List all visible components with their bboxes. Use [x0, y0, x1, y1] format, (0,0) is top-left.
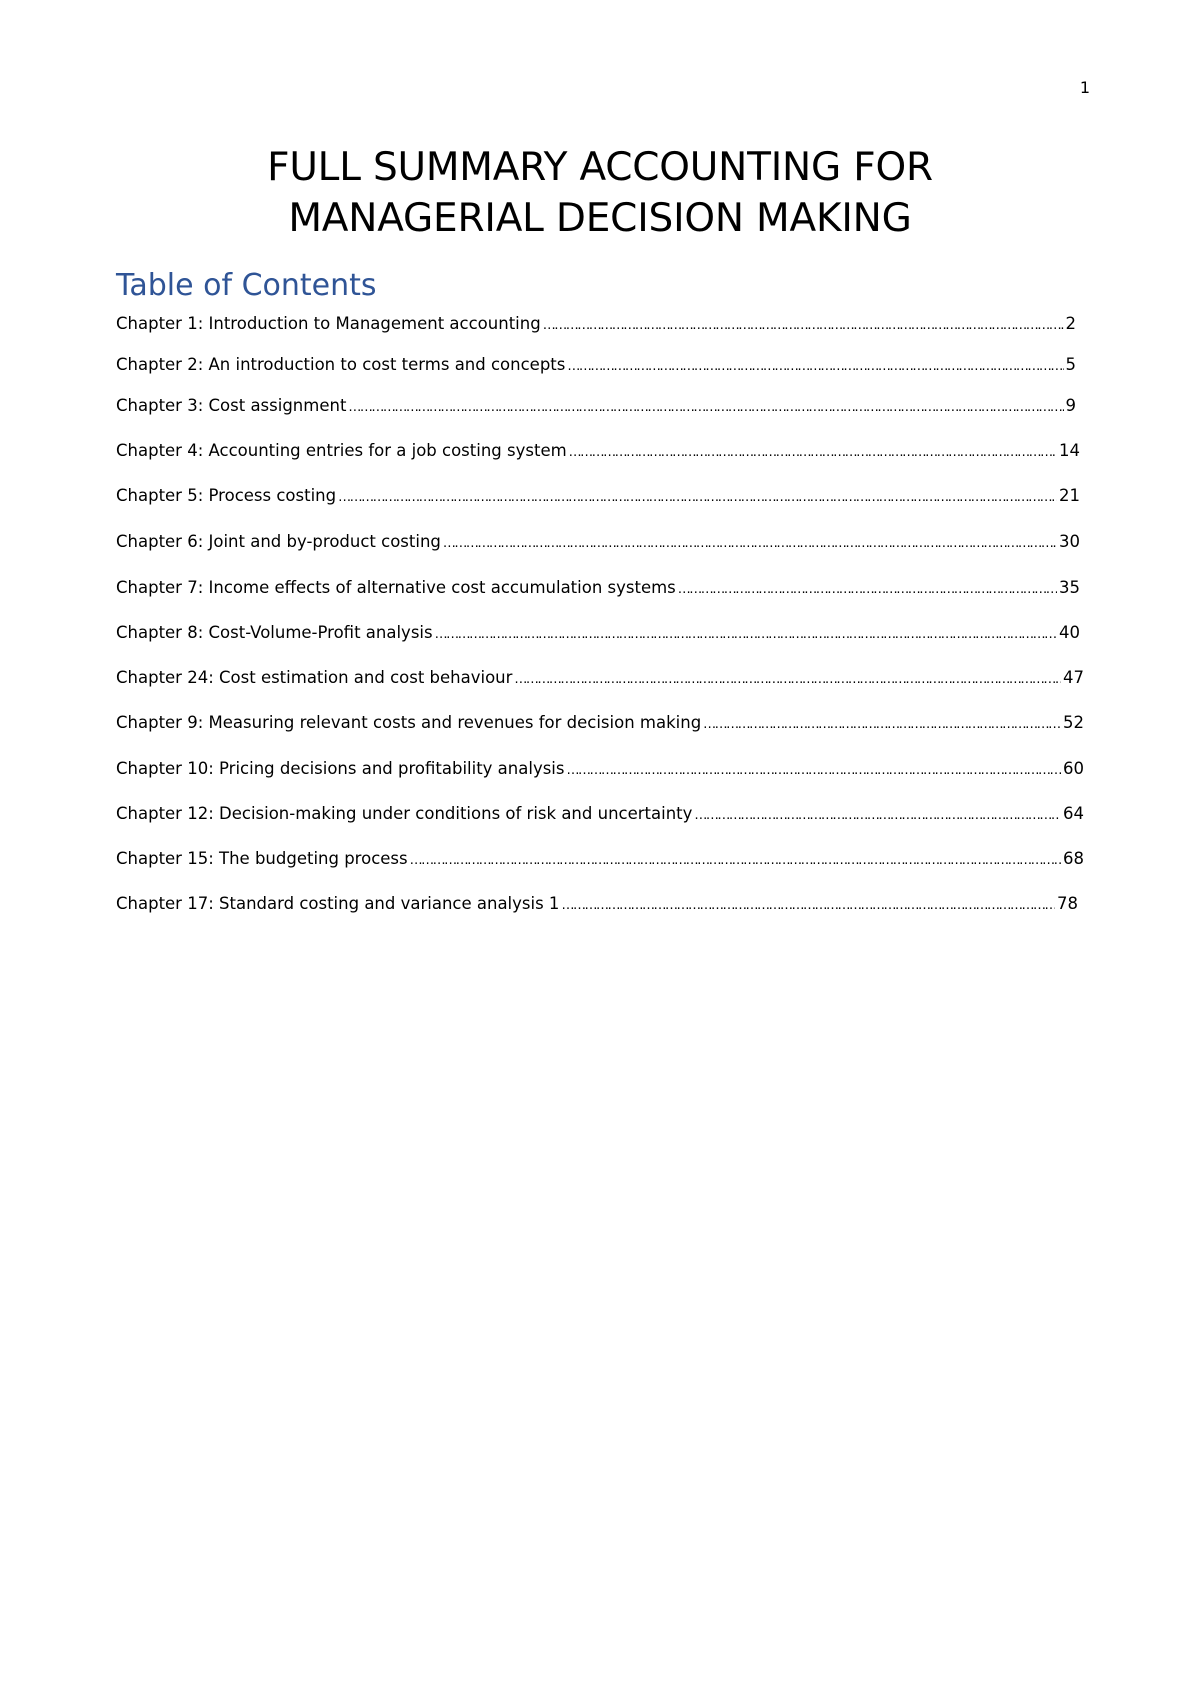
toc-entry-chapter-24[interactable] [116, 666, 1084, 692]
toc-entry-title: Chapter 5: Process costing [116, 486, 337, 505]
toc-entry-title: Chapter 12: Decision-making under conditions of risk and uncertainty [116, 804, 693, 823]
toc-dot-leader [543, 314, 1064, 338]
toc-entry-chapter-8[interactable] [116, 621, 1080, 647]
toc-entry-page: 35 [1059, 578, 1080, 597]
toc-entry-page: 9 [1065, 396, 1076, 415]
toc-dot-leader [514, 668, 1061, 692]
toc-heading: Table of Contents [116, 268, 377, 303]
toc-entry-chapter-1[interactable] [116, 312, 1076, 338]
document-title-line-2: MANAGERIAL DECISION MAKING [288, 196, 912, 241]
toc-entry-page: 68 [1063, 849, 1084, 868]
toc-entry-chapter-3[interactable] [116, 394, 1076, 420]
toc-entry-title: Chapter 17: Standard costing and variance analysis 1 [116, 894, 560, 913]
toc-entry-chapter-6[interactable] [116, 530, 1080, 556]
document-title-line-1: FULL SUMMARY ACCOUNTING FOR [267, 145, 933, 190]
toc-dot-leader [443, 532, 1057, 556]
toc-dot-leader [348, 396, 1063, 420]
toc-dot-leader [567, 355, 1063, 379]
toc-entry-chapter-17[interactable] [116, 892, 1078, 918]
toc-entry-title: Chapter 24: Cost estimation and cost behaviour [116, 668, 513, 687]
toc-entry-page: 78 [1057, 894, 1078, 913]
toc-entry-chapter-12[interactable] [116, 802, 1084, 828]
toc-dot-leader [435, 623, 1057, 647]
toc-entry-page: 21 [1059, 486, 1080, 505]
toc-entry-chapter-10[interactable] [116, 757, 1084, 783]
toc-entry-page: 64 [1063, 804, 1084, 823]
toc-entry-title: Chapter 4: Accounting entries for a job costing system [116, 441, 567, 460]
toc-entry-title: Chapter 7: Income effects of alternative cost accumulation systems [116, 578, 676, 597]
toc-entry-chapter-2[interactable] [116, 353, 1076, 379]
toc-entry-page: 5 [1065, 355, 1076, 374]
toc-entry-page: 47 [1063, 668, 1084, 687]
toc-entry-title: Chapter 1: Introduction to Management accounting [116, 314, 541, 333]
toc-entry-page: 52 [1063, 713, 1084, 732]
toc-dot-leader [678, 578, 1057, 602]
toc-entry-chapter-4[interactable] [116, 439, 1080, 465]
page-number: 1 [1079, 78, 1090, 97]
toc-dot-leader [338, 486, 1057, 510]
toc-entry-page: 40 [1059, 623, 1080, 642]
document-title [0, 142, 1200, 244]
toc-dot-leader [694, 804, 1061, 828]
toc-dot-leader [567, 759, 1062, 783]
toc-entry-title: Chapter 15: The budgeting process [116, 849, 408, 868]
toc-entry-page: 2 [1065, 314, 1076, 333]
toc-entry-title: Chapter 9: Measuring relevant costs and revenues for decision making [116, 713, 702, 732]
toc-dot-leader [410, 849, 1061, 873]
toc-entry-chapter-15[interactable] [116, 847, 1084, 873]
toc-entry-chapter-7[interactable] [116, 576, 1080, 602]
toc-entry-title: Chapter 10: Pricing decisions and profitability analysis [116, 759, 565, 778]
toc-entry-page: 30 [1059, 532, 1080, 551]
toc-entry-title: Chapter 6: Joint and by-product costing [116, 532, 441, 551]
toc-entry-page: 14 [1059, 441, 1080, 460]
toc-dot-leader [561, 894, 1055, 918]
toc-dot-leader [703, 713, 1061, 737]
toc-entry-title: Chapter 3: Cost assignment [116, 396, 347, 415]
toc-entry-chapter-9[interactable] [116, 711, 1084, 737]
toc-dot-leader [569, 441, 1057, 465]
toc-entry-title: Chapter 8: Cost-Volume-Profit analysis [116, 623, 433, 642]
toc-entry-title: Chapter 2: An introduction to cost terms and concepts [116, 355, 566, 374]
toc-entry-page: 60 [1063, 759, 1084, 778]
toc-entry-chapter-5[interactable] [116, 484, 1080, 510]
